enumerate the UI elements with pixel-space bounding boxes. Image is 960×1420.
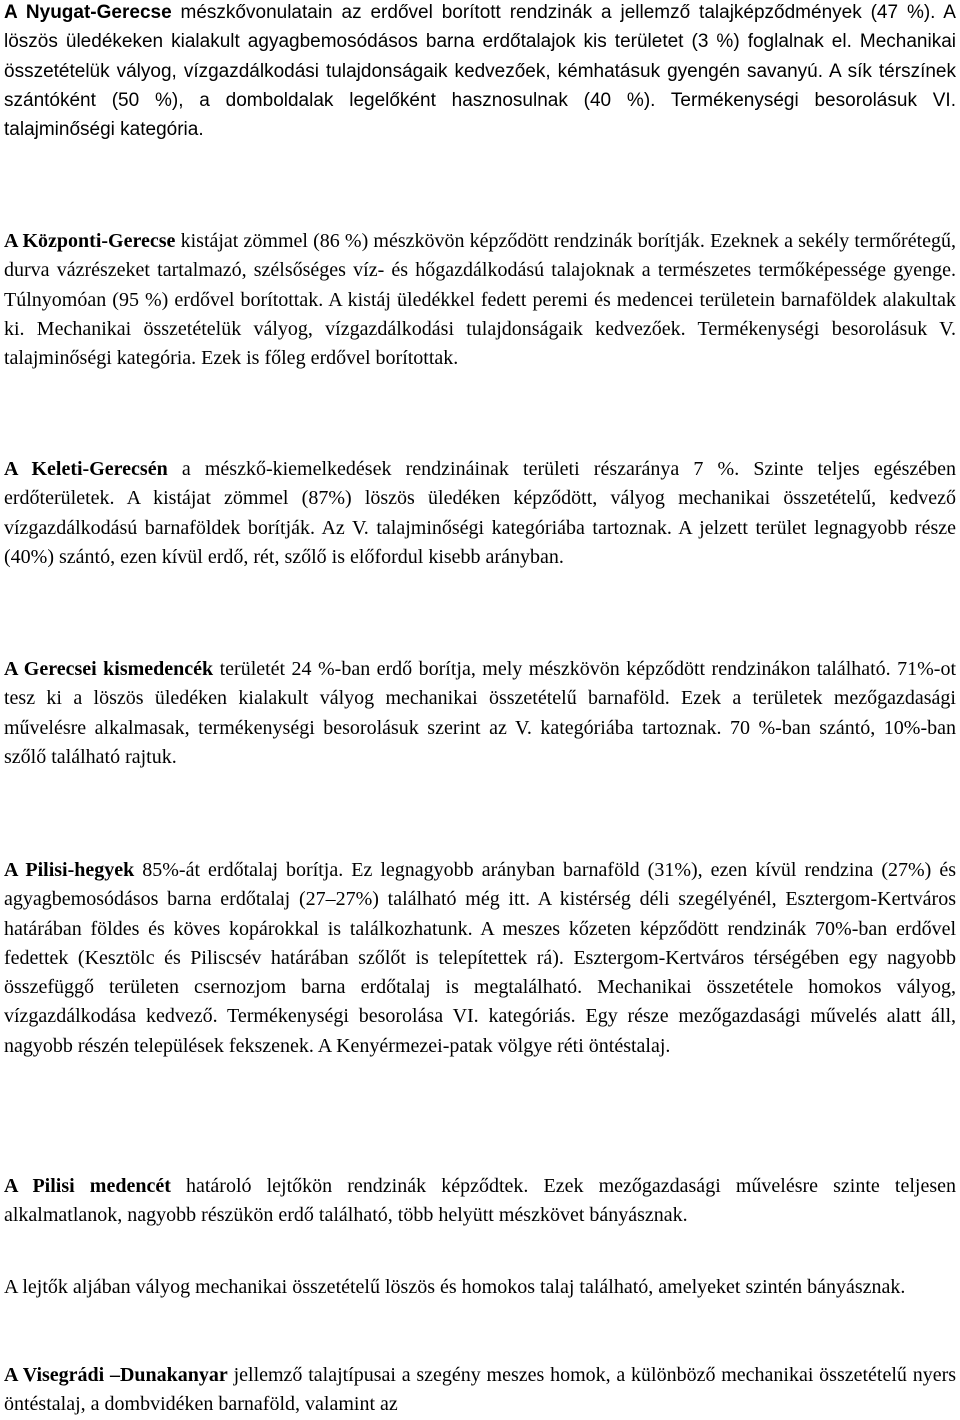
paragraph-heading: A Pilisi medencét — [4, 1175, 171, 1197]
paragraph-pilisi-medence — [4, 1172, 956, 1231]
paragraph-pilisi-hegyek — [4, 856, 956, 1061]
paragraph-heading: A Keleti-Gerecsén — [4, 458, 168, 480]
paragraph-body: mészkővonulatain az erdővel borított rendzinák a jellemző talajképződmények (47 %). A löszös üledékeken kialakult agyagbemosódásos barna erdőtalajok kis területet (3 %) foglalnak el. Mechanikai összetételük vályog, vízgazdálkodási tulajdonságaik kedvezőek, kémhatásuk gyengén savanyú. A sík térszínek szántóként (50 %), a domboldalak legelőként hasznosulnak (40 %). Termékenységi besorolásuk VI. talajminőségi kategória. — [4, 2, 956, 141]
paragraph-nyugat-gerecse — [4, 0, 956, 144]
paragraph-body: kistájat zömmel (86 %) mészkövön képződött rendzinák borítják. Ezeknek a sekély termőrétegű, durva vázrészeket tartalmazó, szélsőséges víz- és hőgazdálkodású talajoknak a természetes termőképessége gyenge. Túlnyomóan (95 %) erdővel borítottak. A kistáj üledékkel fedett peremi és medencei területein barnaföldek alakultak ki. Mechanikai összetételük vályog, vízgazdálkodási tulajdonságaik kedvezőek. Termékenységi besorolásuk V. talajminőségi kategória. Ezek is főleg erdővel borítottak. — [4, 230, 957, 370]
paragraph-visegradi-dunakanyar — [4, 1361, 956, 1420]
paragraph-heading: A Visegrádi –Dunakanyar — [4, 1364, 228, 1386]
paragraph-kozponti-gerecse — [4, 227, 956, 373]
paragraph-keleti-gerecse — [4, 455, 956, 572]
paragraph-body: területét 24 %-ban erdő borítja, mely mészkövön képződött rendzinákon található. 71%-ot tesz ki a löszös üledéken kialakult vályog mechanikai összetételű barnaföld. Ezek a területek mezőgazdasági művelésre alkalmasak, termékenységi besorolásuk szerint az V. kategóriába tartoznak. 70 %-ban szántó, 10%-ban szőlő található rajtuk. — [4, 658, 957, 768]
paragraph-lejtok-aljaban — [4, 1273, 956, 1302]
paragraph-body: A lejtők aljában vályog mechanikai összetételű löszös és homokos talaj található, amelyeket szintén bányásznak. — [4, 1276, 906, 1298]
paragraph-body: határoló lejtőkön rendzinák képződtek. Ezek mezőgazdasági művelésre szinte teljesen alkalmatlanok, nagyobb részükön erdő található, több helyütt mészkövet bányásznak. — [4, 1175, 956, 1227]
paragraph-heading: A Nyugat-Gerecse — [4, 2, 172, 23]
paragraph-heading: A Pilisi-hegyek — [4, 859, 135, 881]
paragraph-gerecsei-kismedencek — [4, 655, 956, 772]
paragraph-body: 85%-át erdőtalaj borítja. Ez legnagyobb arányban barnaföld (31%), ezen kívül rendzina (27%) és agyagbemosódásos barna erdőtalaj (27–27%) található még itt. A kistérség déli szegélyénél, Esztergom-Kertváros határában földes és köves kopárokkal is találkozhatunk. A meszes kőzeten képződött rendzinák 70%-ban erdővel fedettek (Kesztölc és Piliscsév határában szőlőt is telepítettek rá). Esztergom-Kertváros térségében egy nagyobb összefüggő területen csernozjom barna erdőtalaj is megtalálható. Mechanikai összetétele homokos vályog, vízgazdálkodása kedvező. Termékenységi besorolása VI. kategóriás. Egy része mezőgazdasági művelés alatt áll, nagyobb részén települések fekszenek. A Kenyérmezei-patak völgye réti öntéstalaj. — [4, 859, 956, 1057]
paragraph-heading: A Központi-Gerecse — [4, 230, 176, 252]
paragraph-body: a mészkő-kiemelkedések rendzináinak területi részaránya 7 %. Szinte teljes egészében erdőterületek. A kistájat zömmel (87%) löszös üledéken képződött, vályog mechanikai összetételű, kedvező vízgazdálkodású barnaföldek borítják. Az V. talajminőségi kategóriába tartoznak. A jelzett terület legnagyobb része (40%) szántó, ezen kívül erdő, rét, szőlő is előfordul kisebb arányban. — [4, 458, 957, 568]
paragraph-body: jellemző talajtípusai a szegény meszes homok, a különböző mechanikai összetételű nyers öntéstalaj, a dombvidéken barnaföld, valamint az — [4, 1364, 957, 1416]
paragraph-heading: A Gerecsei kismedencék — [4, 658, 214, 680]
